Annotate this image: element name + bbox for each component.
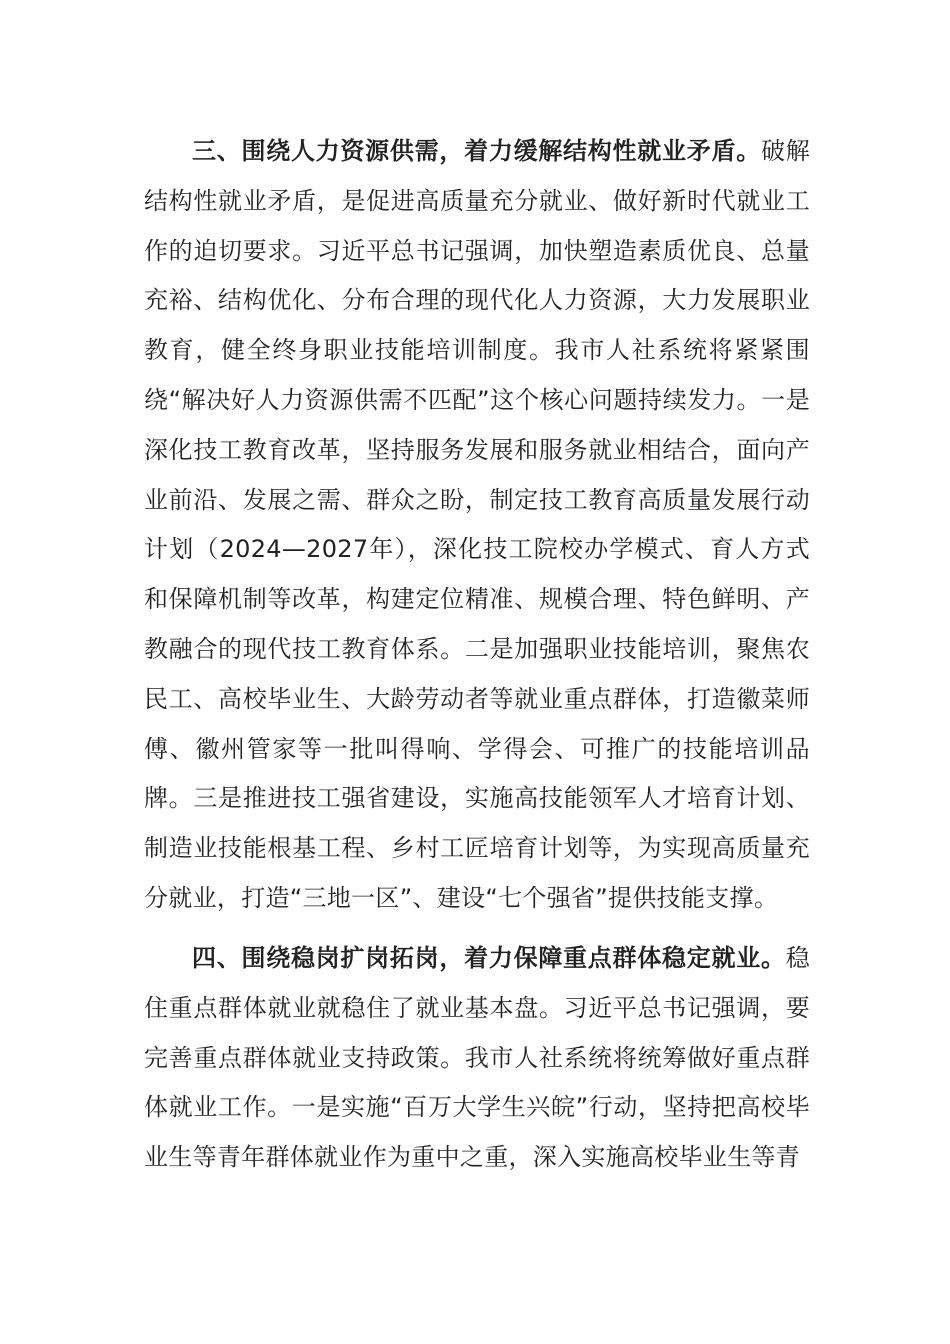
section-heading: 三、围绕人力资源供需，着力缓解结构性就业矛盾。 (192, 137, 761, 165)
paragraph-section-three (144, 127, 810, 924)
paragraph-body: 稳住重点群体就业就稳住了就业基本盘。习近平总书记强调，要完善重点群体就业支持政策。我市人社系统将统筹做好重点群体就业工作。一是实施“百万大学生兴皖”行动，坚持把高校毕业生等青年群体就业作为重中之重，深入实施高校毕业生等青 (144, 944, 810, 1172)
paragraph-body: 破解结构性就业矛盾，是促进高质量充分就业、做好新时代就业工作的迫切要求。习近平总书记强调，加快塑造素质优良、总量充裕、结构优化、分布合理的现代化人力资源，大力发展职业教育，健全终身职业技能培训制度。我市人社系统将紧紧围绕“解决好人力资源供需不匹配”这个核心问题持续发力。一是深化技工教育改革，坚持服务发展和服务就业相结合，面向产业前沿、发展之需、群众之盼，制定技工教育高质量发展行动计划（2024—2027年），深化技工院校办学模式、育人方式和保障机制等改革，构建定位精准、规模合理、特色鲜明、产教融合的现代技工教育体系。二是加强职业技能培训，聚焦农民工、高校毕业生、大龄劳动者等就业重点群体，打造徽菜师傅、徽州管家等一批叫得响、学得会、可推广的技能培训品牌。三是推进技工强省建设，实施高技能领军人才培育计划、制造业技能根基工程、乡村工匠培育计划等，为实现高质量充分就业，打造“三地一区”、建设“七个强省”提供技能支撑。 (144, 137, 810, 912)
paragraph-section-four (144, 934, 810, 1183)
section-heading: 四、围绕稳岗扩岗拓岗，着力保障重点群体稳定就业。 (192, 944, 786, 972)
